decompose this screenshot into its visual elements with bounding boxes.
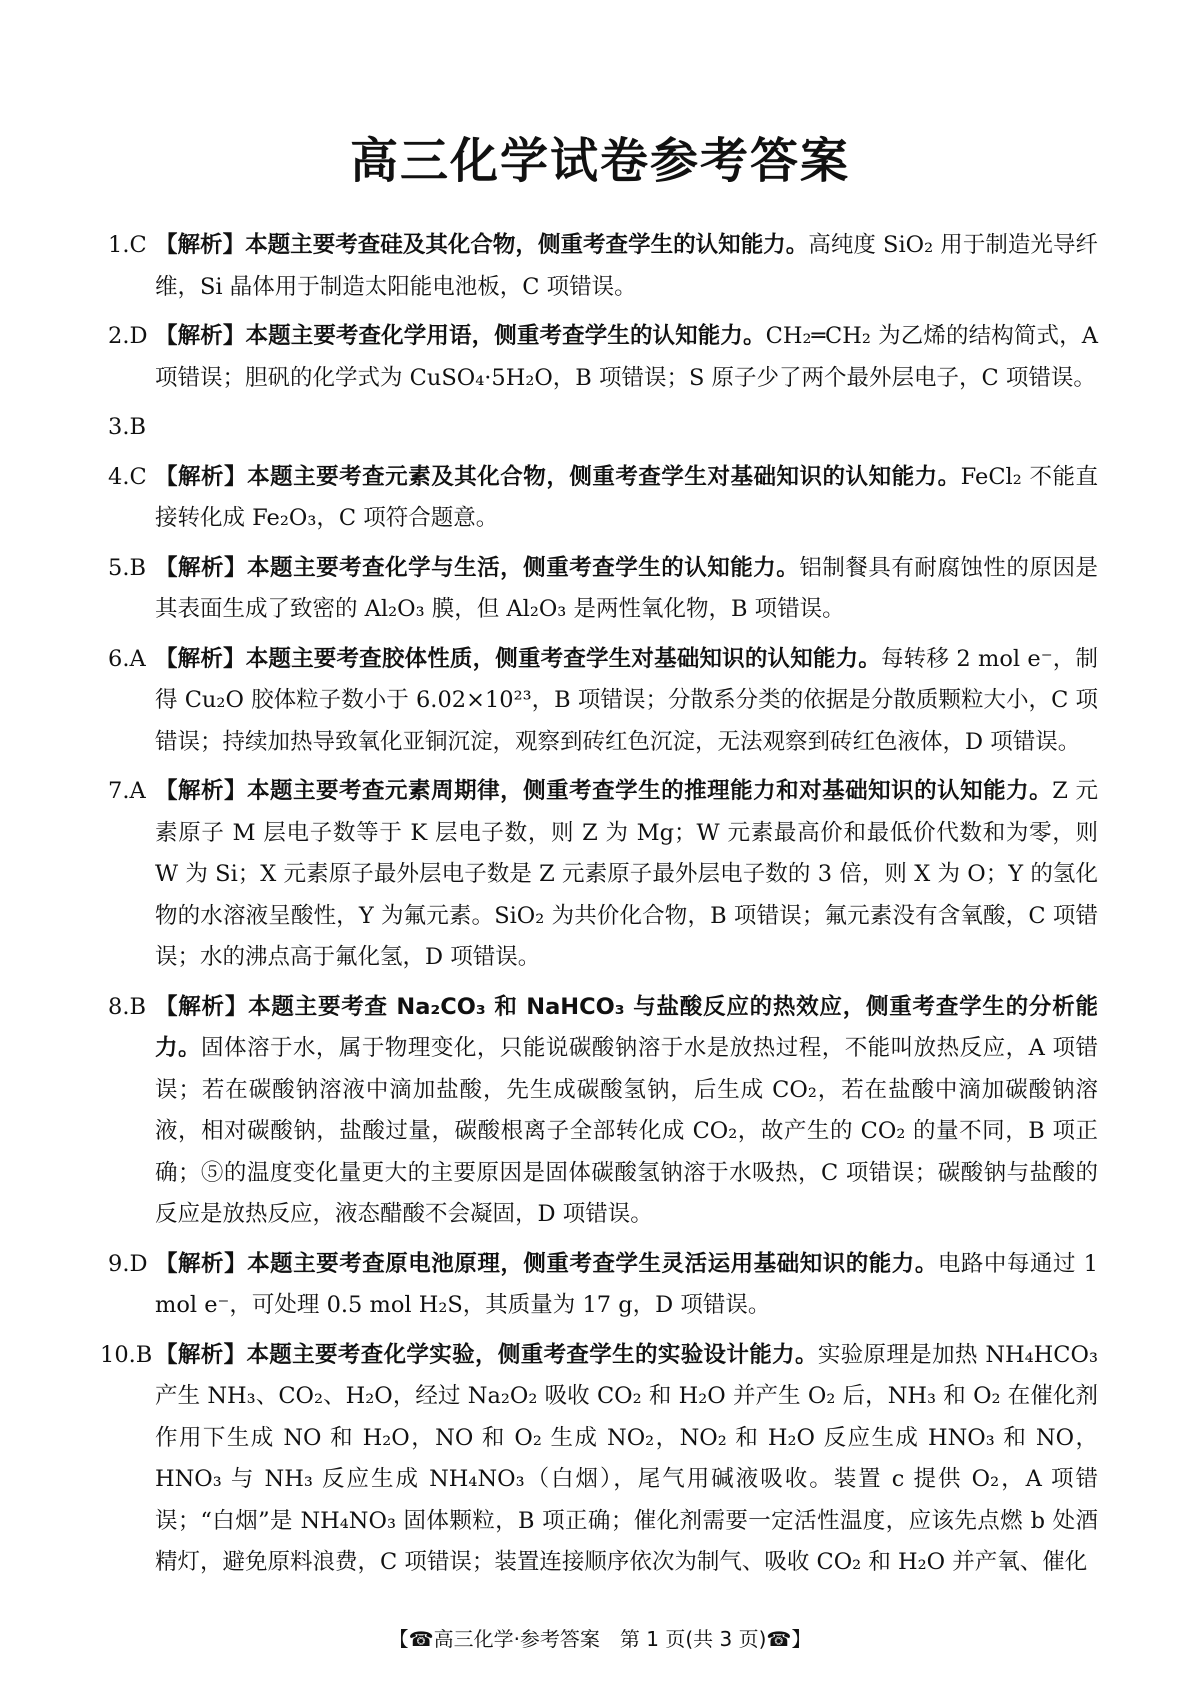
analysis-detail: 铝制餐具有耐腐蚀性的原因是其表面生成了致密的 Al₂O₃ 膜，但 Al₂O₃ 是两性氧化物，B 项错误。: [155, 554, 1098, 622]
answer-choice: B: [129, 414, 147, 440]
answer-choice: A: [129, 778, 146, 804]
answer-number: 10.: [100, 1341, 136, 1368]
answer-item-6: [108, 639, 1098, 764]
answer-lead: [108, 639, 146, 681]
answer-item-8: [108, 987, 1098, 1236]
analysis-detail: 每转移 2 mol e⁻，制得 Cu₂O 胶体粒子数小于 6.02×10²³，B 项错误；分散系分类的依据是分散质颗粒大小，C 项错误；持续加热导致氧化亚铜沉淀，观察到砖红色沉淀，无法观察到砖红色液体，D 项错误。: [155, 645, 1098, 755]
answer-number: 1.: [108, 232, 130, 258]
answer-number: 8.: [108, 993, 130, 1020]
answer-choice: B: [129, 993, 147, 1020]
answer-number: 4.: [108, 463, 130, 490]
analysis-focus: 本题主要考查化学与生活，侧重考查学生的认知能力。: [247, 554, 800, 581]
answer-choice: C: [129, 232, 147, 258]
analysis-detail: 电路中每通过 1 mol e⁻，可处理 0.5 mol H₂S，其质量为 17 g，D 项错误。: [155, 1250, 1098, 1318]
analysis-focus: 本题主要考查 Na₂CO₃ 和 NaHCO₃ 与盐酸反应的热效应，侧重考查学生的分析能力。: [155, 993, 1098, 1061]
answer-lead: [108, 316, 148, 358]
analysis-tag: 【解析】: [155, 463, 248, 490]
analysis-detail: 固体溶于水，属于物理变化，只能说碳酸钠溶于水是放热过程，不能叫放热反应，A 项错误；若在碳酸钠溶液中滴加盐酸，先生成碳酸氢钠，后生成 CO₂，若在盐酸中滴加碳酸钠溶液，相对碳酸钠，盐酸过量，碳酸根离子全部转化成 CO₂，故产生的 CO₂ 的量不同，B 项正确；⑤的温度变化量更大的主要原因是固体碳酸氢钠溶于水吸热，C 项错误；碳酸钠与盐酸的反应是放热反应，液态醋酸不会凝固，D 项错误。: [155, 1035, 1098, 1227]
analysis-tag: 【解析】: [155, 778, 248, 804]
analysis-detail: Z 元素原子 M 层电子数等于 K 层电子数，则 Z 为 Mg；W 元素最高价和最低价代数和为零，则 W 为 Si；X 元素原子最外层电子数是 Z 元素原子最外层电子数的 3 倍，则 X 为 O；Y 的氢化物的水溶液呈酸性，Y 为氟元素。SiO₂ 为共价化合物，B 项错误；氟元素没有含氧酸，C 项错误；水的沸点高于氟化氢，D 项错误。: [155, 778, 1098, 970]
answer-choice: C: [129, 463, 147, 490]
answer-item-7: [108, 771, 1098, 979]
answer-item-2: [108, 316, 1098, 399]
answer-choice: A: [129, 645, 146, 672]
answer-number: 6.: [108, 645, 130, 672]
answer-choice: D: [129, 1250, 148, 1277]
analysis-focus: 本题主要考查元素周期律，侧重考查学生的推理能力和对基础知识的认知能力。: [247, 778, 1053, 804]
answer-lead: [108, 457, 147, 499]
answer-lead: [108, 407, 146, 449]
analysis-tag: 【解析】: [155, 232, 246, 258]
answer-number: 9.: [108, 1250, 130, 1277]
answer-lead: [108, 225, 147, 267]
answer-item-10: [100, 1335, 1098, 1584]
analysis-focus: 本题主要考查胶体性质，侧重考查学生对基础知识的认知能力。: [245, 645, 881, 672]
analysis-tag: 【解析】: [155, 645, 246, 672]
answer-lead: [108, 548, 146, 590]
analysis-detail: FeCl₂ 不能直接转化成 Fe₂O₃，C 项符合题意。: [155, 463, 1098, 531]
analysis-focus: 本题主要考查原电池原理，侧重考查学生灵活运用基础知识的能力。: [247, 1250, 938, 1277]
page-footer: 【☎高三化学·参考答案 第 1 页(共 3 页)☎】: [388, 1627, 812, 1651]
answer-item-4: [108, 457, 1098, 540]
analysis-focus: 本题主要考查化学用语，侧重考查学生的认知能力。: [245, 323, 766, 349]
answer-lead: [108, 1244, 148, 1286]
answer-choice: D: [129, 323, 148, 349]
analysis-detail: 实验原理是加热 NH₄HCO₃ 产生 NH₃、CO₂、H₂O，经过 Na₂O₂ 吸收 CO₂ 和 H₂O 并产生 O₂ 后，NH₃ 和 O₂ 在催化剂作用下生成 NO 和 H₂O，NO 和 O₂ 生成 NO₂，NO₂ 和 H₂O 反应生成 HNO₃ 和 NO，HNO₃ 与 NH₃ 反应生成 NH₄NO₃（白烟），尾气用碱液吸收。装置 c 提供 O₂，A 项错误；“白烟”是 NH₄NO₃ 固体颗粒，B 项正确；催化剂需要一定活性温度，应该先点燃 b 处酒精灯，避免原料浪费，C 项错误；装置连接顺序依次为制气、吸收 CO₂ 和 H₂O 并产氧、催化: [155, 1341, 1098, 1575]
answer-lead: [108, 771, 146, 813]
answer-number: 7.: [108, 778, 130, 804]
answer-item-3: [108, 407, 1098, 449]
analysis-focus: 本题主要考查硅及其化合物，侧重考查学生的认知能力。: [245, 232, 809, 258]
answer-list: [100, 225, 1098, 1592]
answer-item-5: [108, 548, 1098, 631]
analysis-tag: 【解析】: [155, 554, 248, 581]
answer-item-1: [108, 225, 1098, 308]
page-title: 高三化学试卷参考答案: [349, 133, 850, 189]
analysis-tag: 【解析】: [155, 323, 246, 349]
analysis-tag: 【解析】: [155, 1341, 247, 1368]
analysis-detail: 高纯度 SiO₂ 用于制造光导纤维，Si 晶体用于制造太阳能电池板，C 项错误。: [155, 232, 1098, 300]
answer-choice: B: [135, 1341, 153, 1368]
analysis-tag: 【解析】: [155, 993, 249, 1020]
answer-number: 2.: [108, 323, 130, 349]
answer-item-9: [108, 1244, 1098, 1327]
answer-choice: B: [129, 554, 147, 581]
analysis-focus: 本题主要考查化学实验，侧重考查学生的实验设计能力。: [246, 1341, 818, 1368]
analysis-focus: 本题主要考查元素及其化合物，侧重考查学生对基础知识的认知能力。: [247, 463, 961, 490]
answer-number: 3.: [108, 414, 130, 440]
analysis-tag: 【解析】: [155, 1250, 248, 1277]
answer-number: 5.: [108, 554, 130, 581]
answer-lead: [108, 987, 146, 1029]
analysis-detail: CH₂═CH₂ 为乙烯的结构简式，A 项错误；胆矾的化学式为 CuSO₄·5H₂O，B 项错误；S 原子少了两个最外层电子，C 项错误。: [155, 323, 1098, 391]
answer-lead: [100, 1335, 152, 1377]
